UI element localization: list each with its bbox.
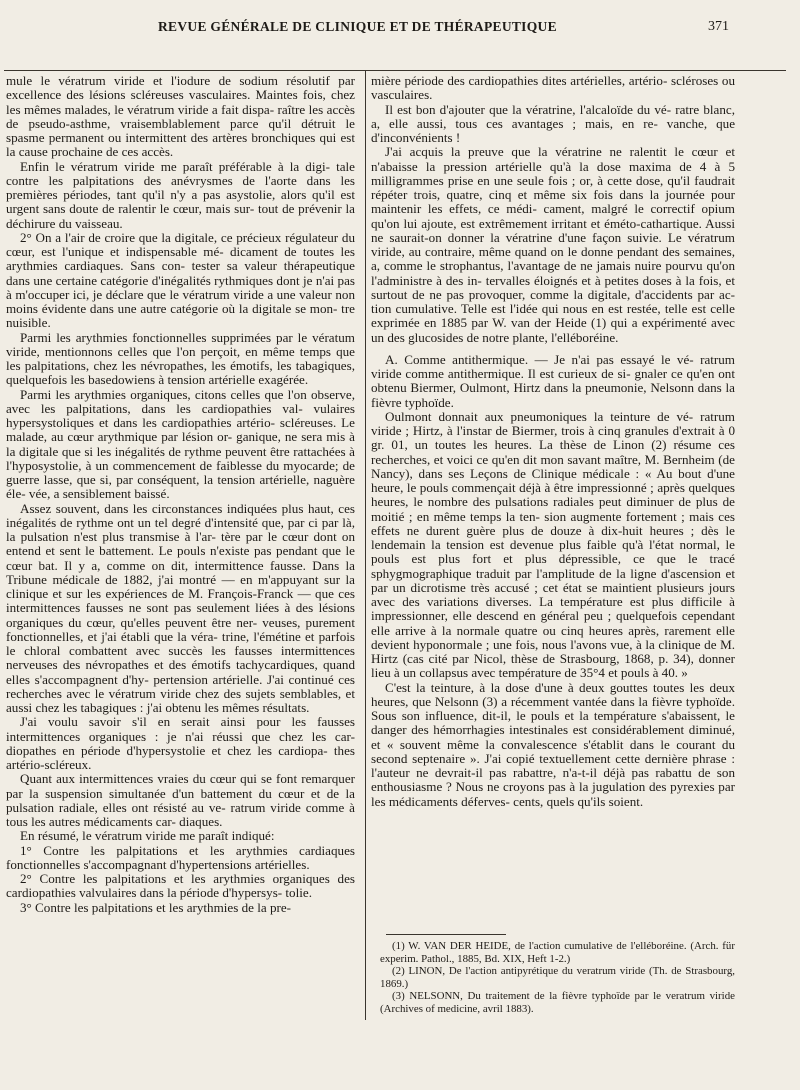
running-title: REVUE GÉNÉRALE DE CLINIQUE ET DE THÉRAPEUTIQUE <box>158 19 557 34</box>
page-header <box>0 16 800 40</box>
paragraph: Parmi les arythmies fonctionnelles supprimées par le vératum viride, mentionnons celles que l'on perçoit, en même temps que les palpitations, chez les névropathes, les émotifs, les tabagiques, quelquefois les basedowiens à tension artérielle exagérée. <box>6 329 355 388</box>
paragraph: Oulmont donnait aux pneumoniques la teinture de vé- ratrum viride ; Hirtz, à l'instar de Biermer, trois à cinq granules d'extrait à 0 gr. 01, un toutes les heures. La thèse de Linon (2) résume ces recherches, et voici ce qu'en dit mon savant maître, M. Bernheim (de Nancy), dans ses Leçons de Clinique médicale : « Au bout d'une heure, le pouls commençait déjà à être impressionné ; après quelques heures, le nombre des pulsations radiales peut diminuer de plus de moitié ; en même temps la ten- sion augmente fortement ; mais ces effets ne durent guère plus de douze à dix-huit heures ; dès le lendemain la tension est devenue plus faible qu'à l'état normal, le pouls est plus fort et plus dépressible, ce que le tracé sphygmographique traduit par l'amplitude de la ligne d'ascension et par un dicrotisme très accusé ; cet état se maintient plusieurs jours avec des variations diverses. La température est plus difficile à impressionner, elle descend en général peu ; quelquefois cependant elle arrive à la normale quatre ou cinq heures après, rarement elle devient hyponormale ; une fois, nous l'avons vue, à la clinique de M. Hirtz (cas cité par Nicol, thèse de Strasbourg, 1868, p. 34), donner lieu à un collapsus avec température de 35°4 et pouls à 40. » <box>371 408 735 681</box>
paragraph: mule le vératrum viride et l'iodure de sodium résolutif par excellence des lésions scléreuses vasculaires. Maintes fois, chez les mêmes malades, le vératrum viride a fait dispa- raître les accès de pseudo-asthme, vraisemblablement parce qu'il détruit le spasme permanent ou intermittent des artères bronchiques qui est la cause prochaine de ces accès. <box>6 73 355 160</box>
footnote: (3) NELSONN, Du traitement de la fièvre typhoïde par le veratrum viride (Archives of medicine, avril 1883). <box>380 990 735 1015</box>
paragraph: J'ai acquis la preuve que la vératrine ne ralentit le cœur et n'abaisse la pression artérielle qu'à la dose maxima de 4 à 5 milligrammes prise en une seule fois ; or, à cette dose, qu'il faudrait répéter trois, quatre, cinq et même six fois dans la journée pour maintenir les effets, ce médi- cament, malgré le correctif opium qu'on lui ajoute, est extrêmement irritant et éméto-cathartique. Aussi ne saurait-on donner la vératrine d'une façon suivie. Le vératrum viride, au contraire, même quand on le donne pendant des semaines, a, comme le strophantus, l'avantage de ne jamais nuire pourvu qu'on l'administre à des in- tervalles éloignés et à petites doses à la fois, et surtout de ne pas provoquer, comme la digitale, d'accidents par ac- tion cumulative. Telle est l'idée qui nous en est restée, telle est celle exprimée en 1885 par W. van der Heide (1) qui a expérimenté avec un des glucosides de notre plante, l'elléboréine. <box>371 144 735 345</box>
footnote: (2) LINON, De l'action antipyrétique du veratrum viride (Th. de Strasbourg, 1869.) <box>380 965 735 990</box>
paragraph: Assez souvent, dans les circonstances indiquées plus haut, ces inégalités de rythme ont un tel degré d'intensité que, par ci par là, la pulsation n'est plus transmise à l'ar- tère par le cœur dont on entend et sent le battement. Le pouls n'existe pas pendant que le cœur bat. Il y a, comme on dit, intermittence fausse. Dans la Tribune médicale de 1882, j'ai montré — en m'appuyant sur la clinique et sur les expériences de M. François-Franck — que ces intermittences fausses ne sont pas seulement liées à des lésions organiques du cœur, qu'elles peuvent être ner- veuses, purement fonctionnelles, et j'ai établi que la véra- trine, l'émétine et parfois le chloral combattent avec succès les fausses intermittences nerveuses des névropathes et des émotifs tachycardiques, quand elles s'accompagnent d'hy- pertension artérielle. J'ai continué ces recherches avec le vératrum viride chez des sujets semblables, et aussi chez les tabagiques : j'ai obtenu les mêmes résultats. <box>6 500 355 715</box>
footnotes <box>380 940 735 1016</box>
column-divider <box>365 70 366 1020</box>
footnote: (1) W. VAN DER HEIDE, de l'action cumulative de l'elléboréine. (Arch. für experim. Pathol., 1885, Bd. XIX, Heft 1-2.) <box>380 940 735 965</box>
list-item: 1° Contre les palpitations et les arythmies cardiaques fonctionnelles s'accompagnant d'hypertensions artérielles. <box>6 842 355 872</box>
paragraph: Parmi les arythmies organiques, citons celles que l'on observe, avec les palpitations, dans les cardiopathies val- vulaires hypersystoliques et dans les cardiopathies artério- scléreuses. Le malade, au cœur arythmique par lésion or- ganique, ne sera mis à la digitale que si les inégalités de rythme peuvent être rattachées à l'hyposystolie, à un commencement de faiblesse du myocarde; de guerre lasse, que si, par conséquent, la tension artérielle, naguère éle- vée, a sensiblement baissé. <box>6 386 355 502</box>
list-item: 3° Contre les palpitations et les arythmies de la pre- <box>20 899 292 915</box>
paragraph: En résumé, le vératrum viride me paraît indiqué: <box>20 828 275 844</box>
footnote-separator <box>386 934 506 935</box>
left-column <box>6 74 355 915</box>
paragraph: mière période des cardiopathies dites artérielles, artério- scléroses ou vasculaires. <box>371 73 735 103</box>
paragraph: Enfin le vératrum viride me paraît préférable à la digi- tale contre les palpitations des anévrysmes de l'aorte dans les premières périodes, tant qu'il n'y a pas asystolie, alors qu'il est urgent sans doute de ralentir le cœur, mais sur- tout de prévenir la déchirure du vaisseau. <box>6 158 355 231</box>
paragraph: Quant aux intermittences vraies du cœur qui se font remarquer par la suspension simultanée d'un battement du cœur et de la pulsation radiale, elles ont résisté au ve- ratrum viride comme à tous les autres médicaments car- diaques. <box>6 771 355 829</box>
paragraph: C'est la teinture, à la dose d'une à deux gouttes toutes les deux heures, que Nelsonn (3) a récemment vantée dans la fièvre typhoïde. Sous son influence, dit-il, le pouls et la température s'abaissent, le danger des hémorrhagies intestinales est considérablement diminué, et « souvent même la convalescence s'établit dans le courant du second septenaire ». J'ai copié textuellement cette dernière phrase : l'auteur ne devrait-il pas rabattre, n'a-t-il déjà pas rabattu de son enthousiasme ? Nous ne croyons pas à la jugulation des pyrexies par les médicaments déferves- cents, quels qu'ils soient. <box>371 679 735 809</box>
paragraph: J'ai voulu savoir s'il en serait ainsi pour les fausses intermittences organiques : je n'ai réussi que chez les car- diopathes en période d'hypersystolie et chez les cardiopa- thes artério-scléreux. <box>6 714 355 772</box>
section-paragraph: A. Comme antithermique. — Je n'ai pas essayé le vé- ratrum viride comme antithermique. Il est curieux de si- gnaler ce qu'en ont obtenu Biermer, Oulmont, Hirtz dans la pneumonie, Nelsonn dans la fièvre typhoïde. <box>371 351 735 410</box>
paragraph: 2° On a l'air de croire que la digitale, ce précieux régulateur du cœur, est l'unique et indispensable mé- dicament de toutes les arythmies cardiaques. Sans con- tester sa valeur thérapeutique dans une certaine catégorie d'inégalités rythmiques dont je n'ai pas à m'occuper ici, je déclare que le vératrum viride a une valeur non moins évidente dans une autre catégorie où la digitale se mon- tre nuisible. <box>6 229 355 331</box>
right-column <box>371 74 735 809</box>
paragraph: Il est bon d'ajouter que la vératrine, l'alcaloïde du vé- ratre blanc, a, elle aussi, tous ces avantages ; mais, en re- vanche, que d'inconvénients ! <box>371 101 735 145</box>
header-rule <box>4 70 786 71</box>
page-number: 371 <box>708 19 729 34</box>
list-item: 2° Contre les palpitations et les arythmies organiques des cardiopathies valvulaires dans la période d'hypersys- tolie. <box>6 871 355 901</box>
